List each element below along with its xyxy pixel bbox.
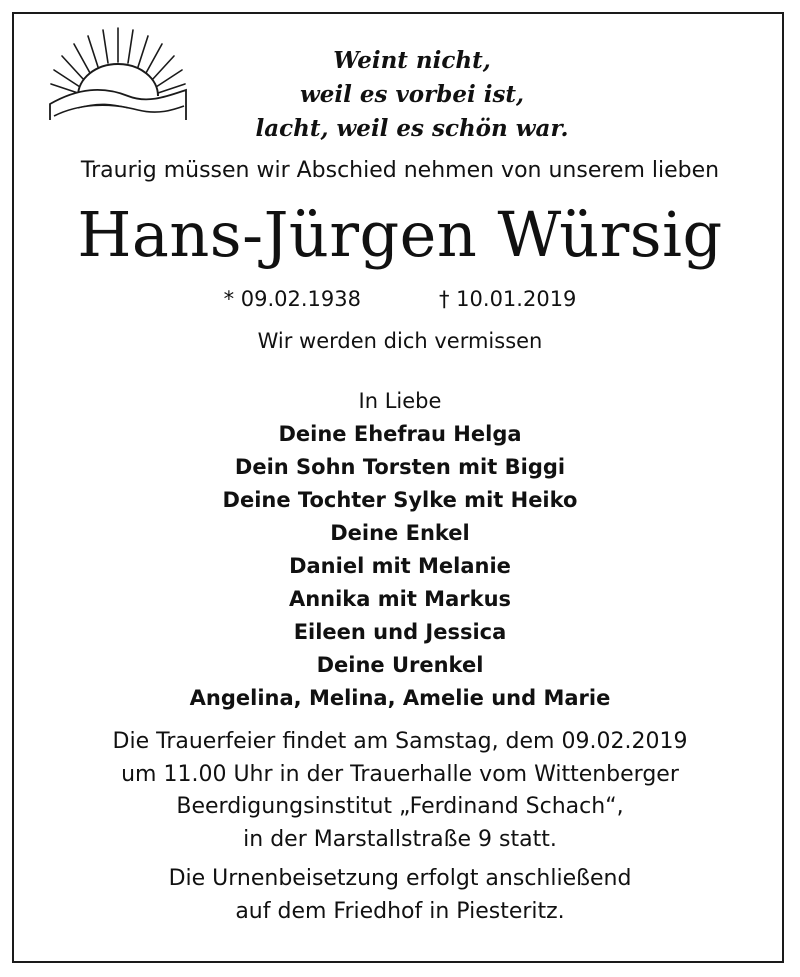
mourners-list (0, 418, 800, 715)
mourner: Dein Sohn Torsten mit Biggi (234, 455, 566, 479)
mourner: Deine Tochter Sylke mit Heiko (222, 488, 578, 512)
urn-burial-info (0, 862, 800, 928)
death-date: † 10.01.2019 (439, 287, 577, 311)
motto-line: lacht, weil es schön war. (255, 115, 569, 142)
urn-line: Die Urnenbeisetzung erfolgt anschließend (168, 866, 632, 891)
urn-line: auf dem Friedhof in Piesteritz. (235, 899, 565, 924)
ceremony-line: um 11.00 Uhr in der Trauerhalle vom Wittenberger (121, 761, 679, 787)
mourner: Angelina, Melina, Amelie und Marie (189, 686, 611, 710)
motto-line: Weint nicht, (333, 47, 491, 74)
ceremony-line: Die Trauerfeier findet am Samstag, dem 09.02.2019 (112, 729, 688, 754)
in-love-text: In Liebe (358, 389, 442, 413)
mourner: Eileen und Jessica (293, 620, 507, 644)
motto (0, 44, 800, 146)
mourner: Deine Enkel (330, 521, 470, 545)
mourner: Deine Urenkel (316, 653, 484, 677)
mourner: Deine Ehefrau Helga (278, 422, 522, 446)
birth-date: * 09.02.1938 (223, 287, 361, 311)
life-dates (0, 283, 800, 315)
mourner: Daniel mit Melanie (289, 554, 511, 578)
mourner: Annika mit Markus (288, 587, 512, 611)
deceased-name: Hans-Jürgen Würsig (77, 198, 723, 271)
missing-text: Wir werden dich vermissen (257, 329, 543, 353)
ceremony-line: Beerdigungsinstitut „Ferdinand Schach“, (176, 794, 624, 819)
intro-text: Traurig müssen wir Abschied nehmen von unserem lieben (80, 158, 720, 183)
ceremony-line: in der Marstallstraße 9 statt. (243, 826, 557, 852)
motto-line: weil es vorbei ist, (299, 81, 525, 108)
ceremony-info (0, 726, 800, 856)
